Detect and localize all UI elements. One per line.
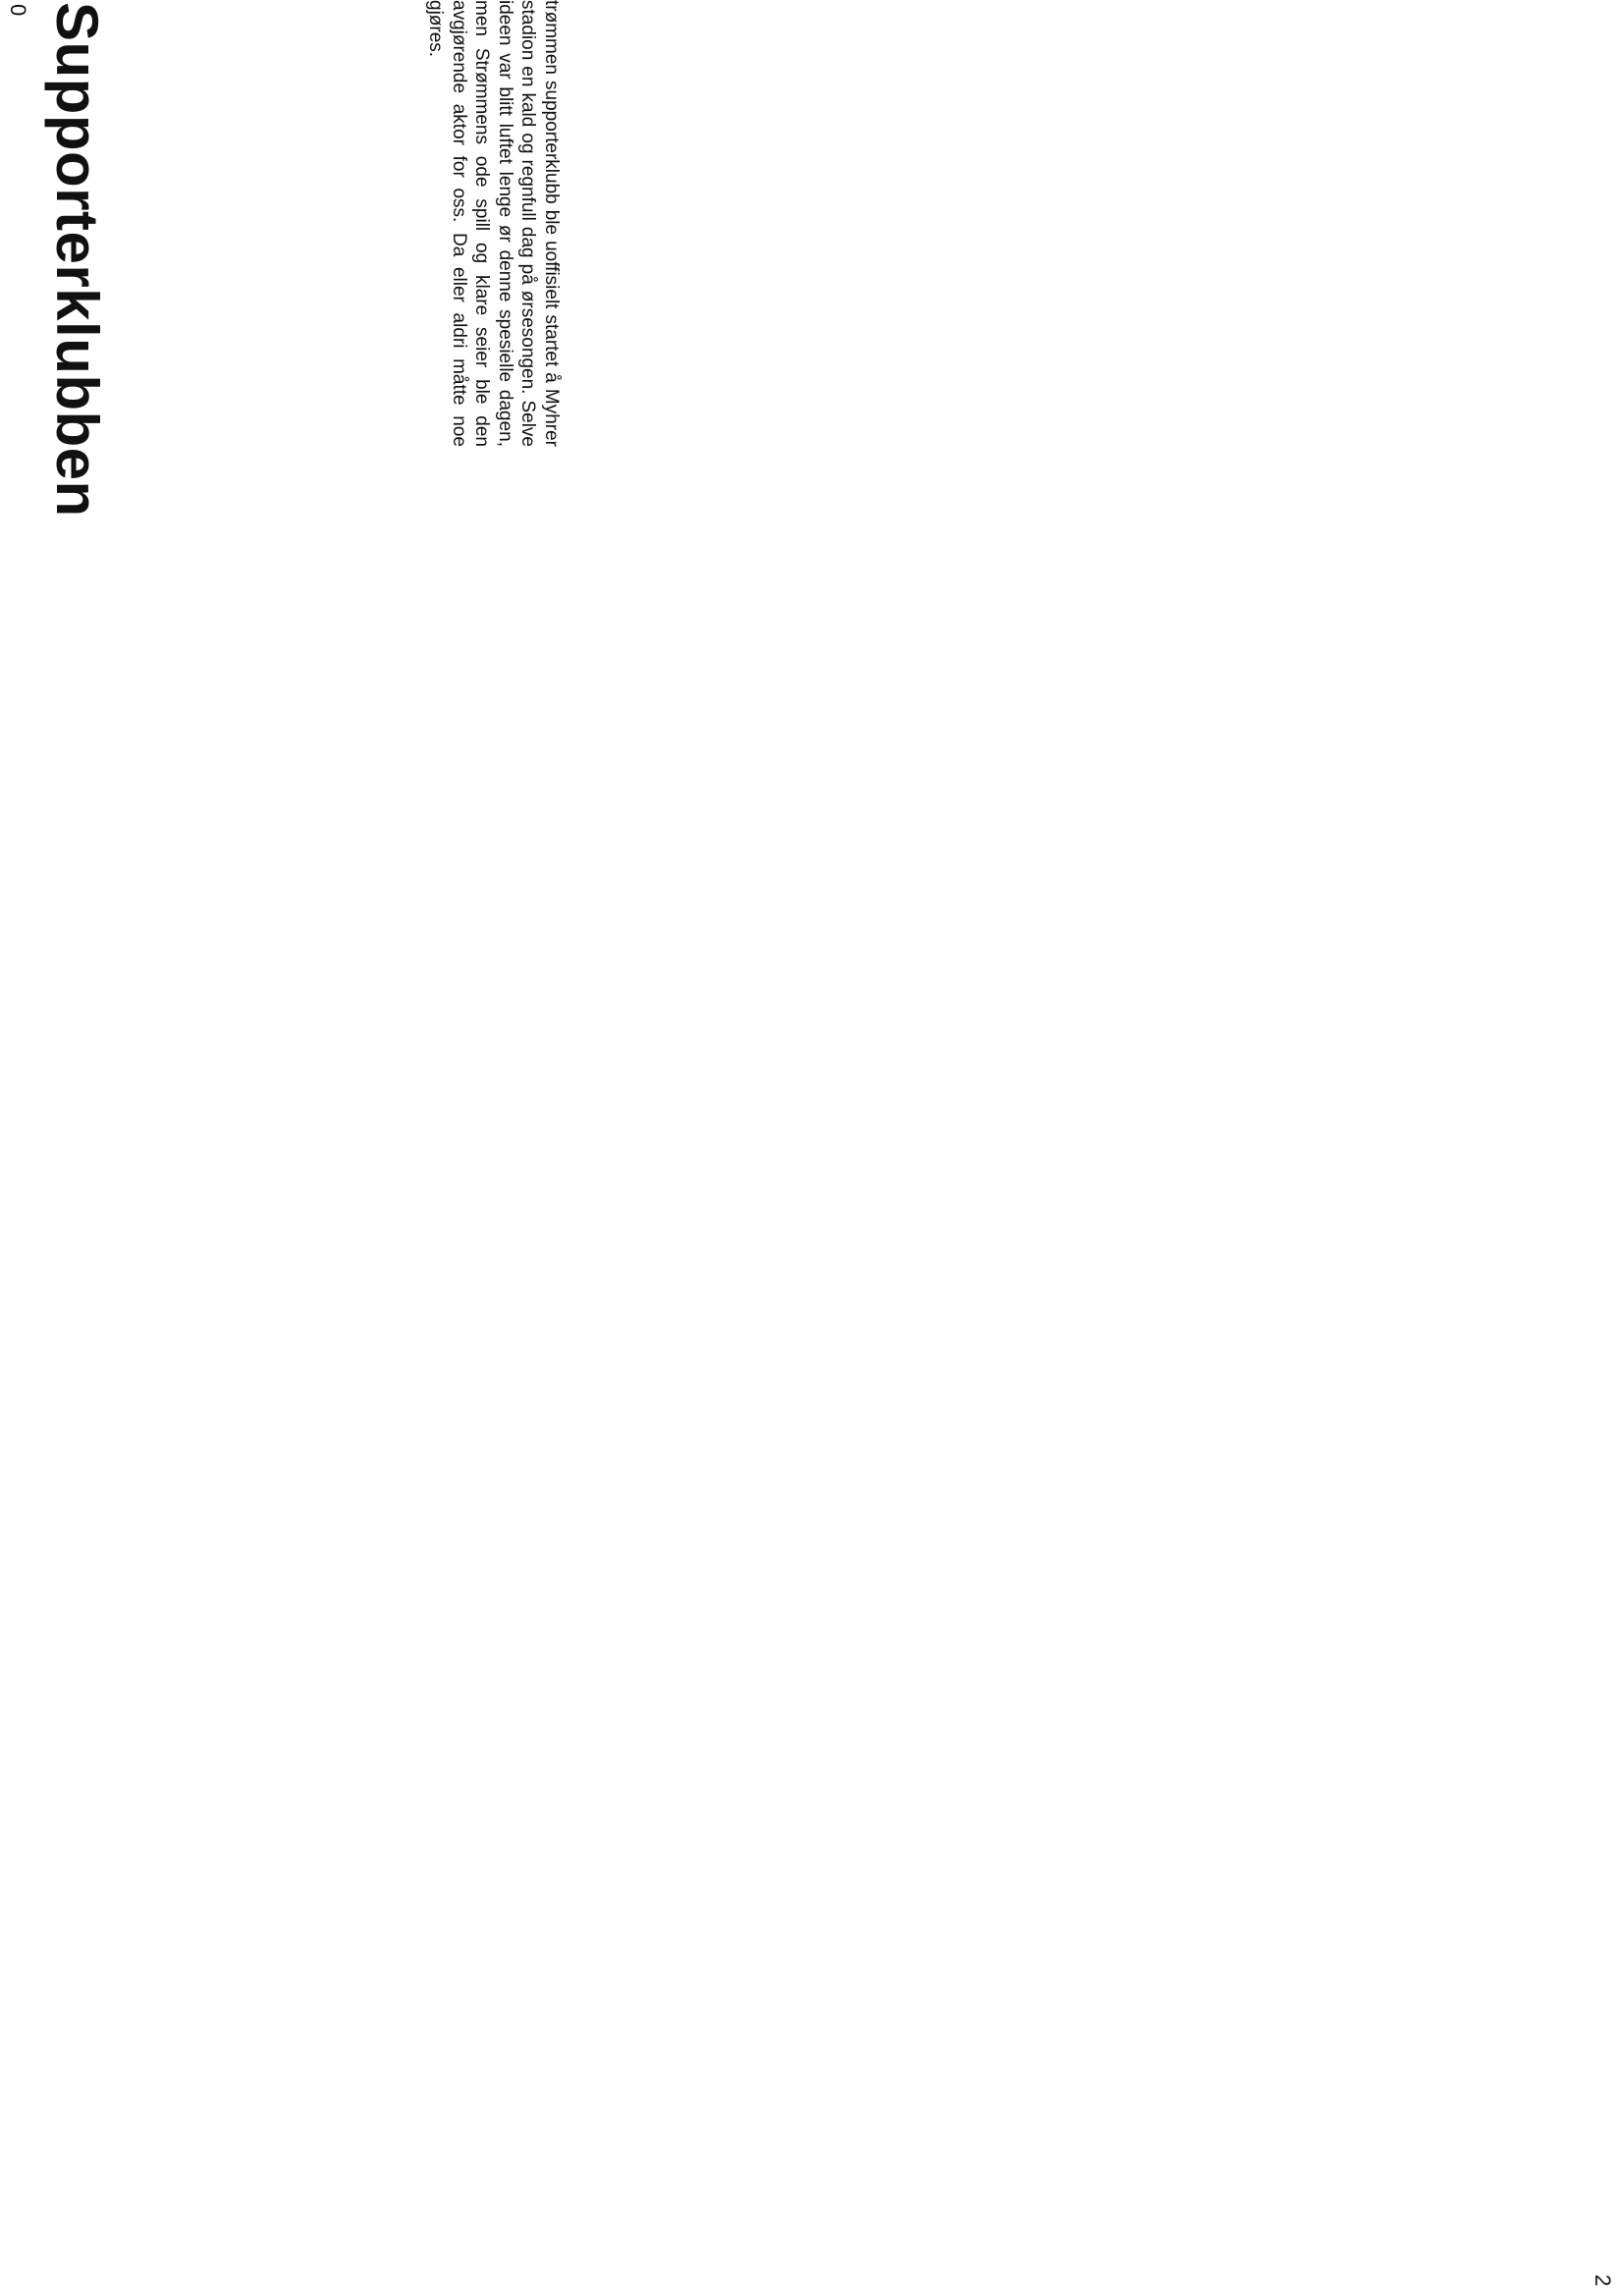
page-number-right: 2 [1591,2274,1615,2287]
sup-p1: trømmen supporterklubb ble uoffisielt startet å Myhrer stadion en kald og regnfull dag på ørsesongen. Selve ideen var blitt luftet lenge ør denne spesielle dagen, men Strømmens ode spill og klare seier ble den avgjørende aktor for oss. Da eller aldri måtte noe gjøres. [425,0,562,447]
page-number-left: 0 [6,4,30,17]
sup-col1-block [423,0,563,447]
supporter-title: Supporterklubben [44,2,110,518]
